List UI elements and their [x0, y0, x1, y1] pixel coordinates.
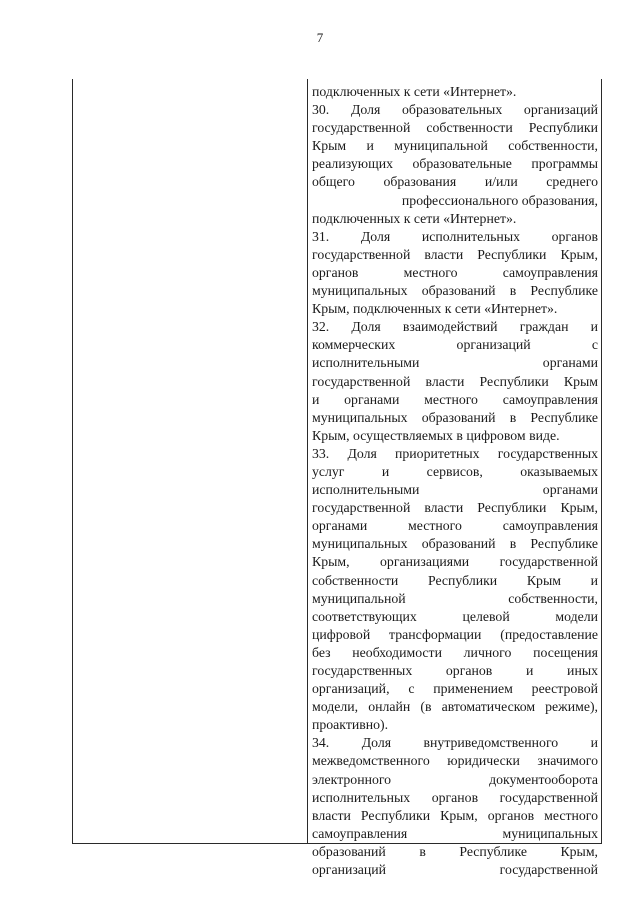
- text-line: Крым и муниципальной собственности,: [312, 138, 598, 154]
- text-line: межведомственного юридически значимого: [312, 753, 598, 769]
- table-right-cell: [308, 79, 601, 878]
- table-left-cell: [73, 79, 308, 843]
- text-line: муниципальной собственности,: [312, 590, 598, 606]
- text-line: соответствующих целевой модели: [312, 608, 598, 624]
- text-line: органами местного самоуправления: [312, 518, 598, 534]
- text-line: организаций, с применением реестровой: [312, 681, 598, 697]
- text-line: муниципальных образований в Республике: [312, 536, 598, 552]
- text-line: государственной власти Республики Крым: [312, 373, 598, 389]
- text-line: образований в Республике Крым,: [312, 843, 598, 859]
- text-line: без необходимости личного посещения: [312, 644, 598, 660]
- text-line: муниципальных образований в Республике: [312, 409, 598, 425]
- text-line: государственных органов и иных: [312, 663, 598, 678]
- text-line: профессионального образования,: [401, 192, 598, 208]
- text-line: реализующих образовательные программы: [312, 156, 598, 172]
- text-line: Крым, подключенных к сети «Интернет».: [312, 301, 558, 317]
- document-table: [72, 79, 602, 878]
- text-line: власти Республики Крым, органов местного: [312, 807, 598, 823]
- text-line: исполнительными органами: [312, 355, 598, 371]
- text-line: 30. Доля образовательных организаций: [312, 102, 598, 118]
- text-line: 33. Доля приоритетных государственных: [312, 445, 598, 461]
- text-line: модели, онлайн (в автоматическом режиме),: [312, 699, 598, 715]
- text-line: исполнительных органов государственной: [312, 789, 598, 805]
- text-line: 31. Доля исполнительных органов: [312, 228, 598, 244]
- text-line: подключенных к сети «Интернет».: [312, 84, 517, 99]
- page-number: 7: [316, 30, 324, 45]
- text-line: услуг и сервисов, оказываемых: [312, 463, 598, 479]
- text-line: Крым, организациями государственной: [312, 554, 598, 570]
- text-line: общего образования и/или среднего: [312, 174, 598, 190]
- text-line: 32. Доля взаимодействий граждан и: [312, 319, 598, 335]
- text-line: государственной власти Республики Крым,: [312, 500, 598, 516]
- text-line: и органами местного самоуправления: [312, 391, 598, 407]
- text-line: организаций государственной: [312, 862, 598, 878]
- text-line: государственной власти Республики Крым,: [312, 246, 598, 262]
- text-line: самоуправления муниципальных: [312, 825, 598, 841]
- text-line: органов местного самоуправления: [312, 264, 598, 280]
- text-line: подключенных к сети «Интернет».: [312, 210, 517, 226]
- text-line: муниципальных образований в Республике: [312, 283, 598, 299]
- text-line: Крым, осуществляемых в цифровом виде.: [312, 427, 560, 443]
- text-line: собственности Республики Крым и: [312, 572, 598, 588]
- text-line: исполнительными органами: [312, 482, 598, 498]
- text-line: государственной собственности Республики: [312, 120, 598, 136]
- text-line: коммерческих организаций с: [312, 337, 598, 353]
- text-line: проактивно).: [312, 717, 389, 733]
- text-line: электронного документооборота: [312, 771, 598, 787]
- text-line: цифровой трансформации (предоставление: [312, 626, 598, 642]
- text-line: 34. Доля внутриведомственного и: [312, 735, 598, 751]
